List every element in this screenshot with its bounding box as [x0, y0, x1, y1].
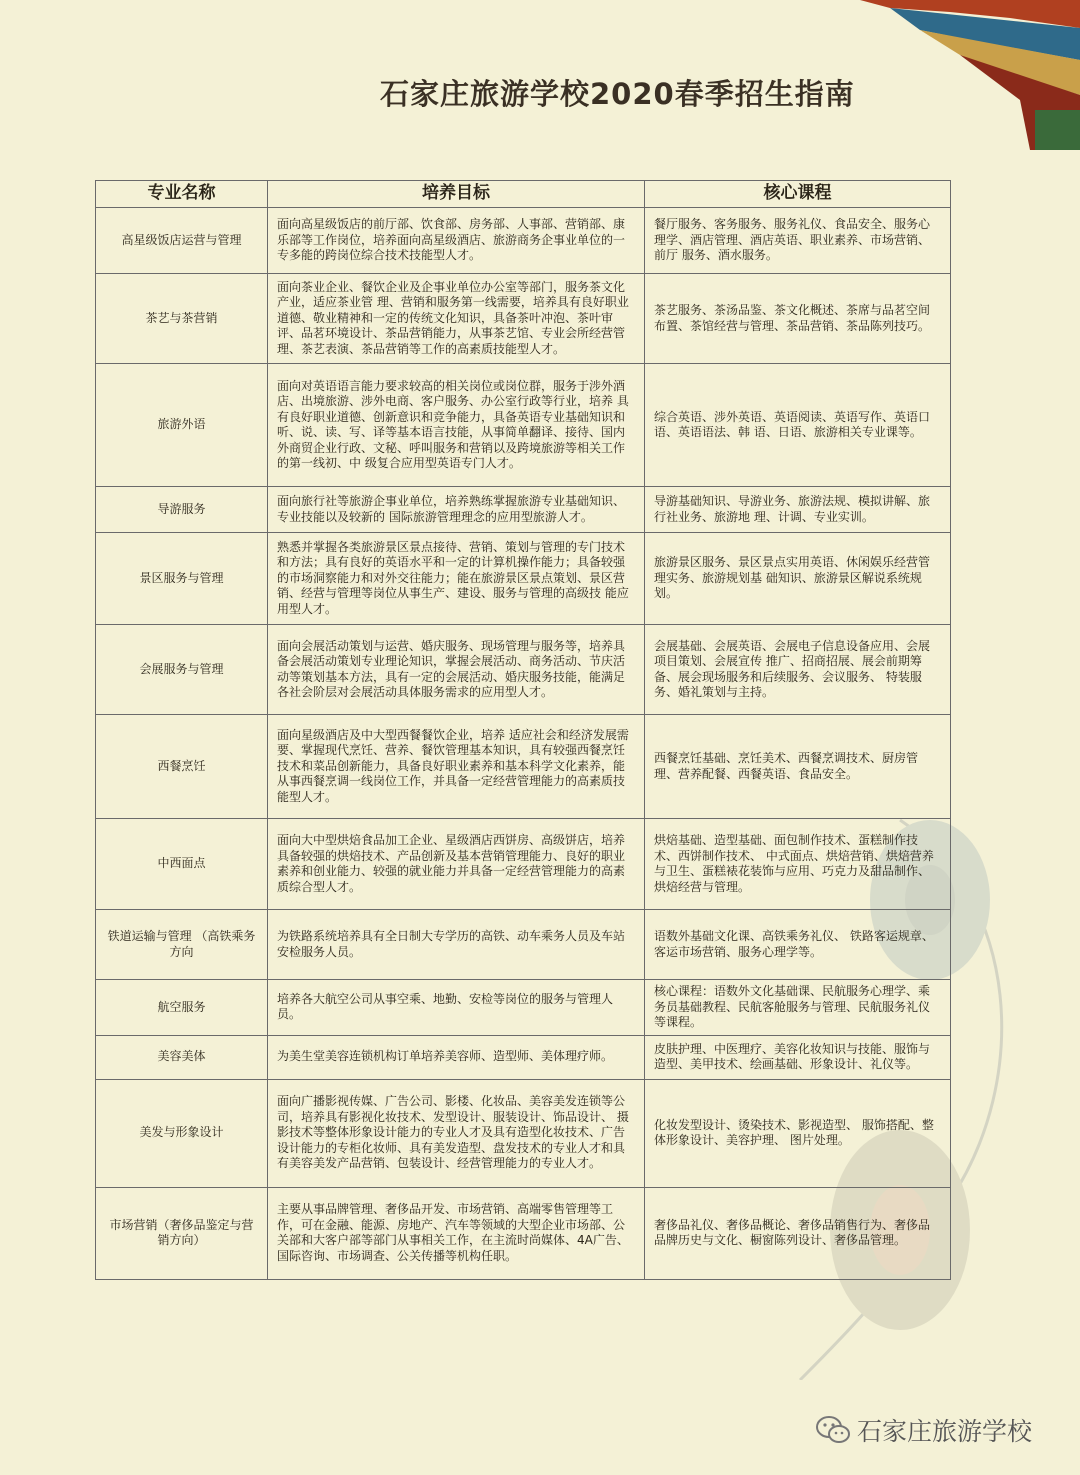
training-goal: 为铁路系统培养具有全日制大专学历的高铁、动车乘务人员及车站安检服务人员。	[268, 910, 645, 980]
major-name: 西餐烹饪	[96, 715, 268, 819]
training-goal: 为美生堂美容连锁机构订单培养美容师、造型师、美体理疗师。	[268, 1035, 645, 1079]
training-goal: 主要从事品牌管理、奢侈品开发、市场营销、高端零售管理等工作，可在金融、能源、房地产、汽车等领域的大型企业市场部、公关部和大客户部等部门从事相关工作，在主流时尚媒体、4A广告、国际咨询、市场调查、公关传播等机构任职。	[268, 1187, 645, 1279]
header-major: 专业名称	[96, 181, 268, 208]
core-courses: 奢侈品礼仪、奢侈品概论、奢侈品销售行为、奢侈品品牌历史与文化、橱窗陈列设计、奢侈品管理。	[645, 1187, 951, 1279]
training-goal: 面向大中型烘焙食品加工企业、星级酒店西饼房、高级饼店，培养具备较强的烘焙技术、产品创新及基本营销管理能力、良好的职业素养和创业能力、较强的就业能力并具备一定经营管理能力的高素质综合型人才。	[268, 819, 645, 910]
table-row	[96, 715, 951, 819]
training-goal: 培养各大航空公司从事空乘、地勤、安检等岗位的服务与管理人员。	[268, 980, 645, 1036]
core-courses: 核心课程：语数外文化基础课、民航服务心理学、乘务员基础教程、民航客舱服务与管理、民航服务礼仪等课程。	[645, 980, 951, 1036]
footer-watermark	[815, 1410, 1032, 1450]
major-name: 高星级饭店运营与管理	[96, 208, 268, 274]
header-goal: 培养目标	[268, 181, 645, 208]
header-courses: 核心课程	[645, 181, 951, 208]
training-goal: 面向高星级饭店的前厅部、饮食部、房务部、人事部、营销部、康乐部等工作岗位，培养面向高星级酒店、旅游商务企事业单位的一专多能的跨岗位综合技术技能型人才。	[268, 208, 645, 274]
major-name: 铁道运输与管理 （高铁乘务方向	[96, 910, 268, 980]
table-header-row	[96, 181, 951, 208]
core-courses: 综合英语、涉外英语、英语阅读、英语写作、英语口语、英语语法、韩 语、日语、旅游相关专业课等。	[645, 364, 951, 487]
core-courses: 化妆发型设计、烫染技术、影视造型、 服饰搭配、整体形象设计、美容护理、 图片处理。	[645, 1079, 951, 1187]
training-goal: 面向旅行社等旅游企事业单位，培养熟练掌握旅游专业基础知识、专业技能以及较新的 国际旅游管理理念的应用型旅游人才。	[268, 487, 645, 533]
page-title: 石家庄旅游学校2020春季招生指南	[380, 77, 855, 111]
table-row	[96, 487, 951, 533]
training-goal: 面向茶业企业、餐饮企业及企事业单位办公室等部门，服务茶文化产业，适应茶业管 理、营销和服务第一线需要，培养具有良好职业道德、敬业精神和一定的传统文化知识，具备茶叶冲泡、茶叶审评、品茗环境设计、茶品营销能力，从事茶艺馆、专业会所经营管理、茶艺表演、茶品营销等工作的高素质技能型人才。	[268, 274, 645, 364]
training-goal: 面向星级酒店及中大型西餐餐饮企业，培养 适应社会和经济发展需要、掌握现代烹饪、营养、餐饮管理基本知识，具有较强西餐烹饪技术和菜品创新能力，具备良好职业素养和基本科学文化素养，能从事西餐烹调一线岗位工作，并具备一定经营管理能力的高素质技能型人才。	[268, 715, 645, 819]
major-name: 导游服务	[96, 487, 268, 533]
table-row	[96, 1035, 951, 1079]
table-row	[96, 1079, 951, 1187]
table-row	[96, 980, 951, 1036]
core-courses: 旅游景区服务、景区景点实用英语、休闲娱乐经营管理实务、旅游规划基 础知识、旅游景区解说系统规划。	[645, 533, 951, 625]
major-name: 美发与形象设计	[96, 1079, 268, 1187]
core-courses: 导游基础知识、导游业务、旅游法规、模拟讲解、旅行社业务、旅游地 理、计调、专业实训。	[645, 487, 951, 533]
major-name: 航空服务	[96, 980, 268, 1036]
table-row	[96, 1187, 951, 1279]
core-courses: 餐厅服务、客务服务、服务礼仪、食品安全、服务心理学、酒店管理、酒店英语、职业素养、市场营销、前厅 服务、酒水服务。	[645, 208, 951, 274]
major-name: 旅游外语	[96, 364, 268, 487]
training-goal: 熟悉并掌握各类旅游景区景点接待、营销、策划与管理的专门技术和方法；具有良好的英语水平和一定的计算机操作能力；具备较强的市场洞察能力和对外交往能力；能在旅游景区景点策划、景区营销、经营与管理等岗位从事生产、建设、服务与管理的高级技 能应用型人才。	[268, 533, 645, 625]
training-goal: 面向广播影视传媒、广告公司、影楼、化妆品、美容美发连锁等公司，培养具有影视化妆技术、发型设计、服装设计、饰品设计、 摄影技术等整体形象设计能力的专业人才及具有造型化妆技术、广告设计能力的专柜化妆师、具有美发造型、盘发技术的专业人才和具有美容美发产品营销、包装设计、经营管理能力的专业人才。	[268, 1079, 645, 1187]
core-courses: 烘焙基础、造型基础、面包制作技术、蛋糕制作技术、西饼制作技术、 中式面点、烘焙营销、烘焙营养与卫生、蛋糕裱花装饰与应用、巧克力及甜品制作、烘焙经营与管理。	[645, 819, 951, 910]
major-name: 市场营销（奢侈品鉴定与营销方向）	[96, 1187, 268, 1279]
major-name: 会展服务与管理	[96, 625, 268, 715]
wechat-icon	[815, 1415, 851, 1445]
core-courses: 会展基础、会展英语、会展电子信息设备应用、会展项目策划、会展宣传 推广、招商招展、展会前期筹备、展会现场服务和后续服务、会议服务、 特装服务、婚礼策划与主持。	[645, 625, 951, 715]
table-row	[96, 274, 951, 364]
table-row	[96, 533, 951, 625]
training-goal: 面向会展活动策划与运营、婚庆服务、现场管理与服务等，培养具备会展活动策划专业理论知识，掌握会展活动、商务活动、节庆活动等策划基本方法，具有一定的会展活动、婚庆服务技能，能满足各社会阶层对会展活动具体服务需求的应用型人才。	[268, 625, 645, 715]
major-name: 茶艺与茶营销	[96, 274, 268, 364]
table-row	[96, 364, 951, 487]
table-row	[96, 208, 951, 274]
table-row	[96, 819, 951, 910]
core-courses: 西餐烹饪基础、烹饪美术、西餐烹调技术、厨房管理、营养配餐、西餐英语、食品安全。	[645, 715, 951, 819]
table-row	[96, 625, 951, 715]
core-courses: 茶艺服务、茶汤品鉴、茶文化概述、茶席与品茗空间布置、茶馆经营与管理、茶品营销、茶品陈列技巧。	[645, 274, 951, 364]
major-name: 景区服务与管理	[96, 533, 268, 625]
core-courses: 皮肤护理、中医理疗、美容化妆知识与技能、服饰与造型、美甲技术、绘画基础、形象设计、礼仪等。	[645, 1035, 951, 1079]
training-goal: 面向对英语语言能力要求较高的相关岗位或岗位群，服务于涉外酒店、出境旅游、涉外电商、客户服务、办公室行政等行业，培养 具有良好职业道德、创新意识和竞争能力，具备英语专业基础知识和听、说、读、写、译等基本语言技能，从事简单翻译、接待、国内外商贸企业行政、文秘、呼叫服务和营销以及跨境旅游等相关工作的第一线初、中 级复合应用型英语专门人才。	[268, 364, 645, 487]
core-courses: 语数外基础文化课、高铁乘务礼仪、 铁路客运规章、客运市场营销、服务心理学等。	[645, 910, 951, 980]
enrollment-table	[95, 180, 951, 1280]
major-name: 美容美体	[96, 1035, 268, 1079]
footer-brand: 石家庄旅游学校	[857, 1417, 1033, 1446]
table-row	[96, 910, 951, 980]
major-name: 中西面点	[96, 819, 268, 910]
